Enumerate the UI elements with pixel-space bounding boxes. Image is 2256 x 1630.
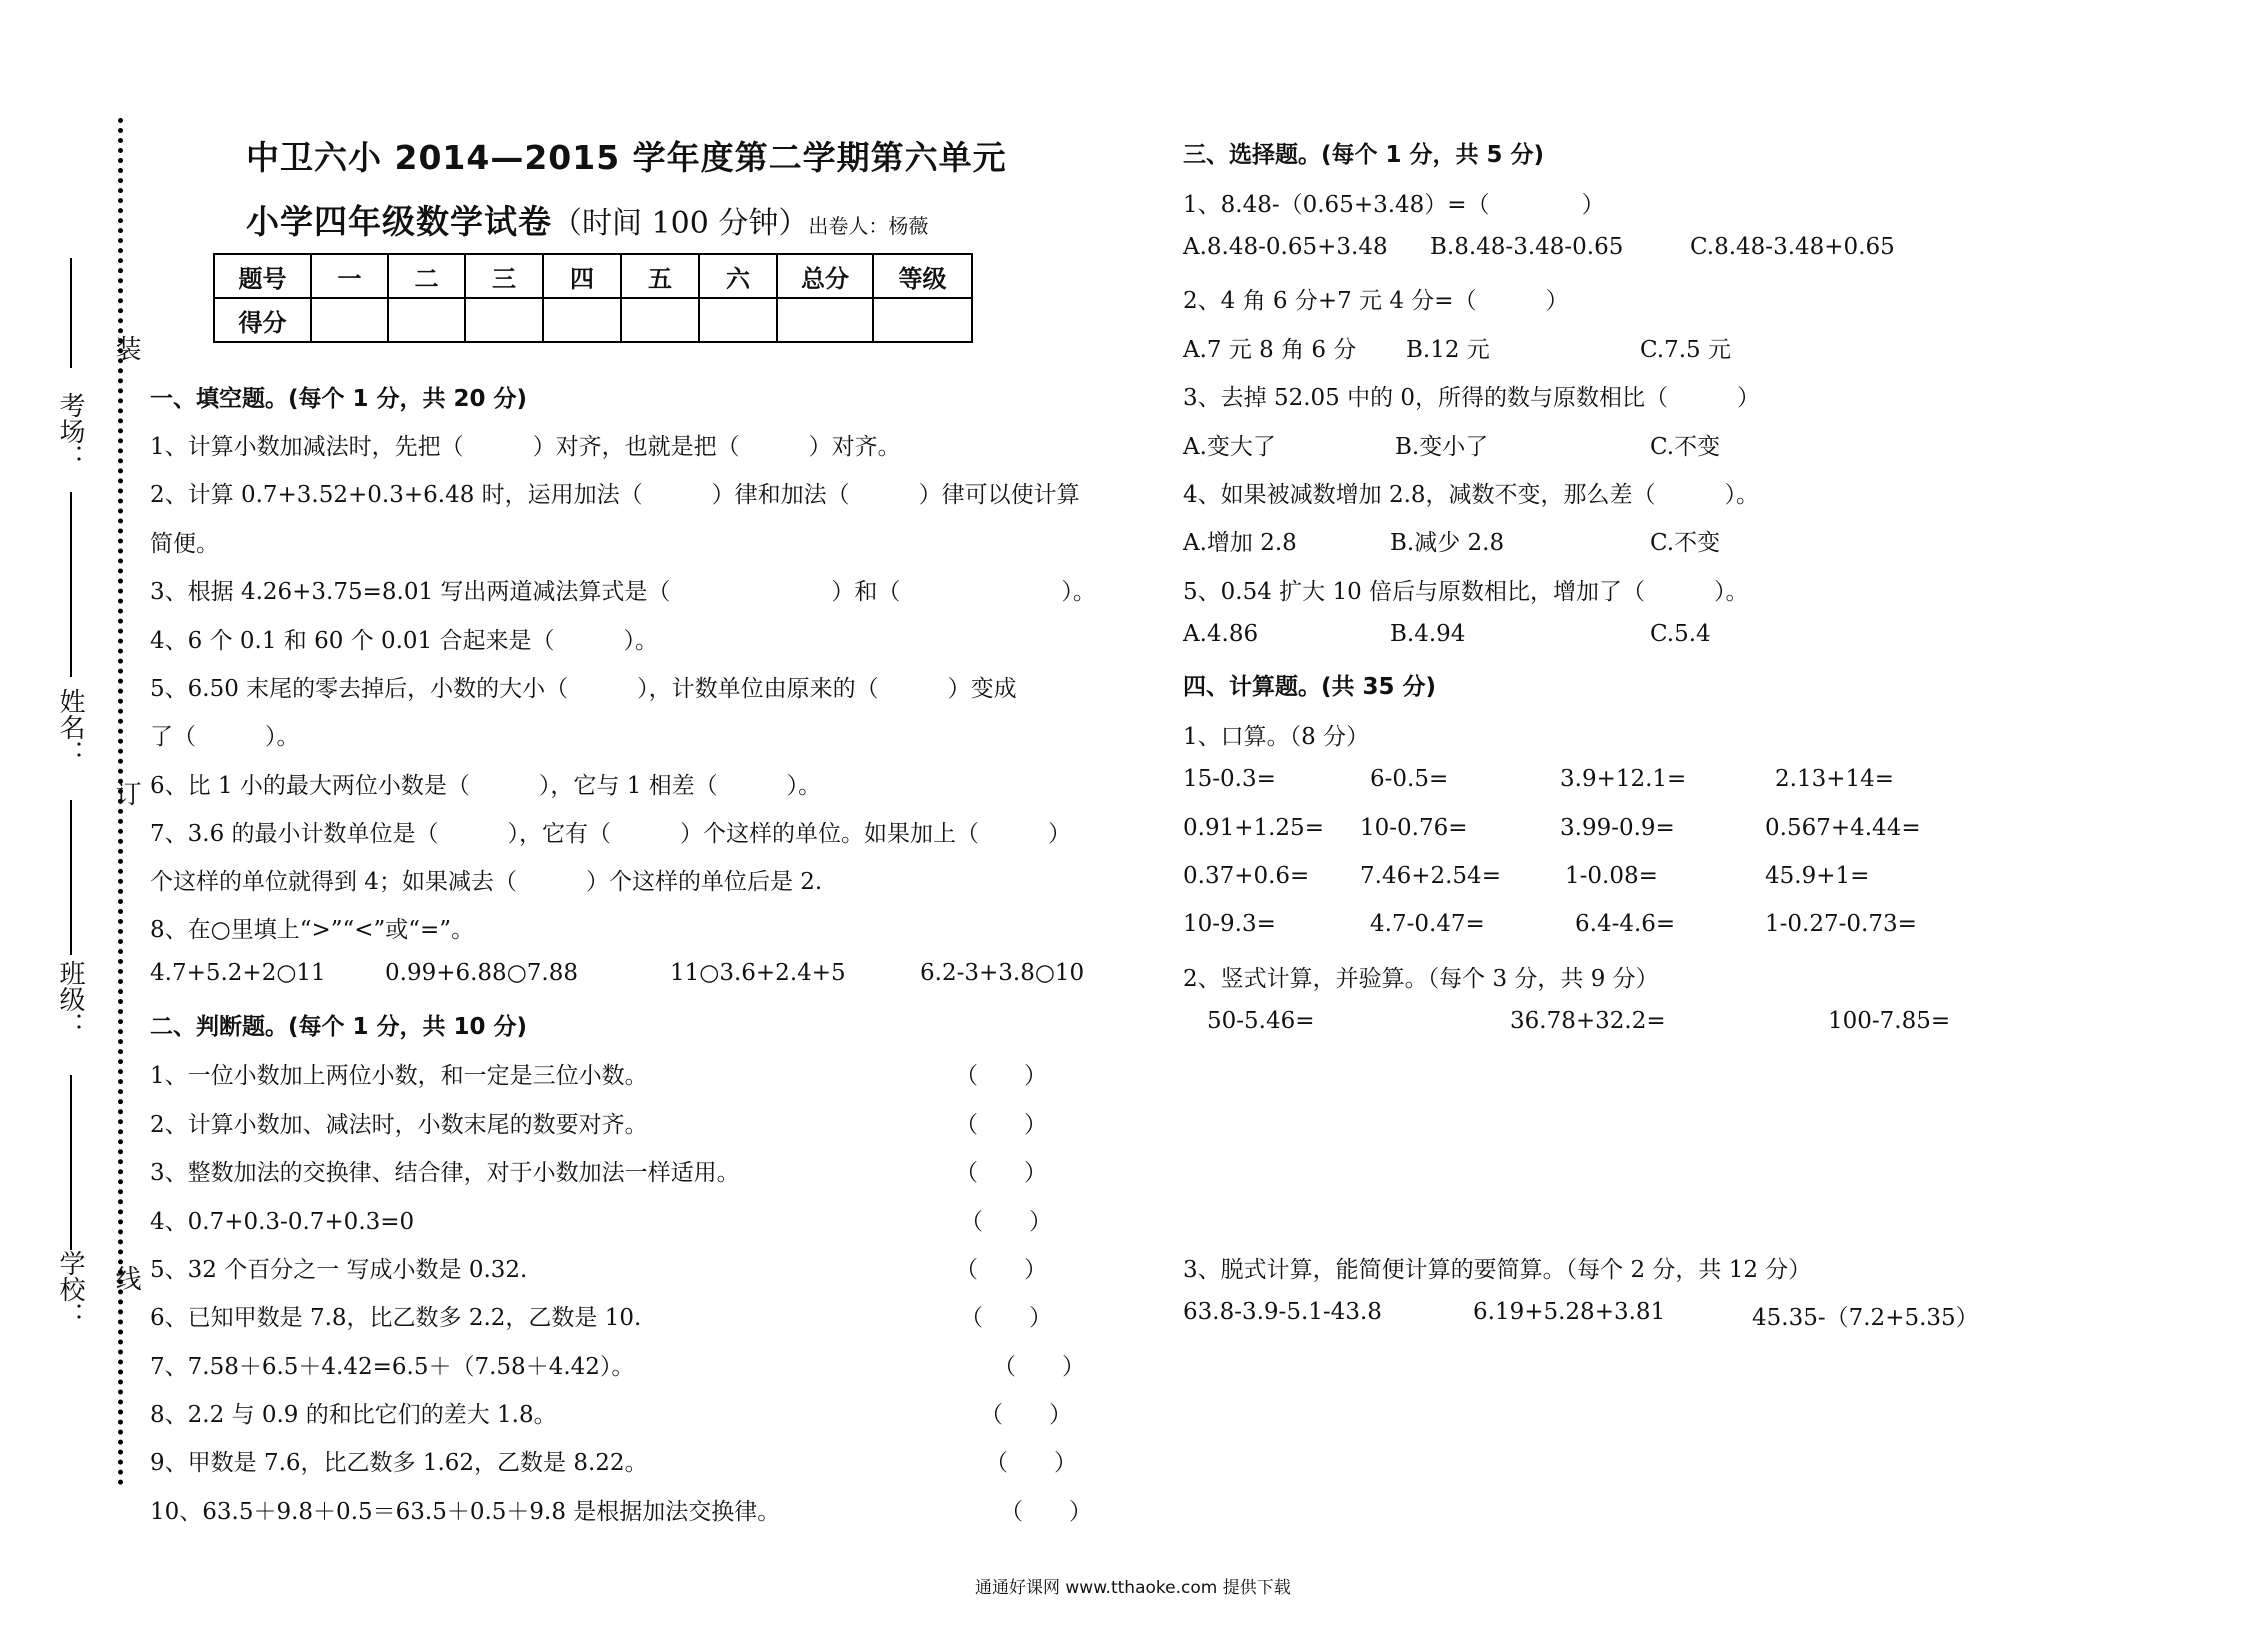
s1-line: 3、根据 4.26+3.75=8.01 写出两道减法算式是（ ）和（ ）。 [150, 579, 1096, 605]
score-cell: 题号 [214, 254, 311, 298]
vertical-item: 100-7.85= [1828, 1008, 1951, 1034]
judge-paren[interactable]: （ ） [955, 1112, 1047, 1138]
section3-title: 三、选择题。(每个 1 分，共 5 分) [1183, 142, 1545, 168]
judge-item: 8、2.2 与 0.9 的和比它们的差大 1.8。 [150, 1402, 557, 1428]
score-table-header-row [214, 254, 972, 298]
oral-item: 6-0.5= [1370, 766, 1449, 792]
footer-credit: 通通好课网 www.tthaoke.com 提供下载 [975, 1578, 1291, 1598]
score-cell: 四 [543, 254, 621, 298]
vertical-item: 36.78+32.2= [1510, 1008, 1666, 1034]
score-cell: 二 [388, 254, 465, 298]
judge-item: 7、7.58＋6.5＋4.42=6.5＋（7.58＋4.42）。 [150, 1354, 635, 1380]
s1-line: 5、6.50 末尾的零去掉后，小数的大小（ ），计数单位由原来的（ ）变成 [150, 676, 1017, 702]
score-input-cell[interactable] [388, 298, 465, 342]
oral-item: 7.46+2.54= [1360, 863, 1501, 889]
score-table-score-row [214, 298, 972, 342]
margin-line-3 [70, 800, 72, 955]
choice-option: B.减少 2.8 [1390, 530, 1505, 556]
oral-item: 10-9.3= [1183, 911, 1276, 937]
subtitle-time: （时间 100 分钟） [552, 206, 809, 241]
oral-item: 10-0.76= [1360, 815, 1468, 841]
oral-item: 1-0.27-0.73= [1765, 911, 1917, 937]
judge-item: 1、一位小数加上两位小数，和一定是三位小数。 [150, 1063, 648, 1089]
s1-line: 4、6 个 0.1 和 60 个 0.01 合起来是（ ）。 [150, 628, 658, 654]
score-input-cell[interactable] [465, 298, 543, 342]
judge-item: 3、整数加法的交换律、结合律，对于小数加法一样适用。 [150, 1160, 740, 1186]
score-input-cell[interactable] [873, 298, 972, 342]
score-cell: 五 [621, 254, 699, 298]
oral-calc-heading: 1、口算。（8 分） [1183, 724, 1370, 750]
margin-line-4 [70, 1075, 72, 1250]
score-input-cell[interactable] [621, 298, 699, 342]
vertical-calc-heading: 2、竖式计算，并验算。（每个 3 分，共 9 分） [1183, 966, 1659, 992]
class-label: 班级： [55, 960, 85, 1038]
compare-item: 6.2-3+3.8○10 [920, 960, 1085, 986]
judge-paren[interactable]: （ ） [993, 1354, 1085, 1380]
score-cell: 一 [311, 254, 388, 298]
s1-line: 7、3.6 的最小计数单位是（ ），它有（ ）个这样的单位。如果加上（ ） [150, 821, 1072, 847]
oral-item: 0.567+4.44= [1765, 815, 1921, 841]
bind-mark-xian: 线 [111, 1265, 141, 1291]
author: 出卷人：杨薇 [808, 214, 929, 238]
choice-option: C.5.4 [1650, 621, 1711, 647]
choice-question: 5、0.54 扩大 10 倍后与原数相比，增加了（ ）。 [1183, 579, 1749, 605]
oral-item: 45.9+1= [1765, 863, 1870, 889]
judge-paren[interactable]: （ ） [955, 1063, 1047, 1089]
judge-paren[interactable]: （ ） [960, 1209, 1052, 1235]
margin-line-2 [70, 492, 72, 677]
judge-item: 2、计算小数加、减法时，小数末尾的数要对齐。 [150, 1112, 648, 1138]
oral-item: 4.7-0.47= [1370, 911, 1485, 937]
s1-line: 了（ ）。 [150, 724, 300, 750]
score-input-cell[interactable] [699, 298, 777, 342]
stepwise-item: 63.8-3.9-5.1-43.8 [1183, 1299, 1382, 1325]
score-table [213, 253, 973, 343]
choice-question: 2、4 角 6 分+7 元 4 分=（ ） [1183, 288, 1569, 314]
judge-item: 6、已知甲数是 7.8，比乙数多 2.2，乙数是 10. [150, 1305, 642, 1331]
bind-mark-zhuang: 装 [111, 335, 141, 361]
judge-paren[interactable]: （ ） [955, 1257, 1047, 1283]
compare-item: 4.7+5.2+2○11 [150, 960, 326, 986]
exam-title: 中卫六小 2014—2015 学年度第二学期第六单元 [246, 138, 1007, 177]
choice-option: A.变大了 [1183, 434, 1276, 460]
s1-line: 2、计算 0.7+3.52+0.3+6.48 时，运用加法（ ）律和加法（ ）律可以使计算 [150, 482, 1080, 508]
judge-item: 5、32 个百分之一 写成小数是 0.32. [150, 1257, 528, 1283]
judge-paren[interactable]: （ ） [980, 1402, 1072, 1428]
choice-option: A.7 元 8 角 6 分 [1183, 337, 1357, 363]
score-input-cell[interactable] [311, 298, 388, 342]
judge-paren[interactable]: （ ） [985, 1450, 1077, 1476]
score-cell: 得分 [214, 298, 311, 342]
oral-item: 1-0.08= [1565, 863, 1658, 889]
judge-paren[interactable]: （ ） [955, 1160, 1047, 1186]
name-label: 姓名： [55, 688, 85, 766]
oral-item: 2.13+14= [1775, 766, 1895, 792]
oral-item: 3.9+12.1= [1560, 766, 1687, 792]
choice-option: C.不变 [1650, 530, 1721, 556]
choice-option: C.7.5 元 [1640, 337, 1731, 363]
choice-option: C.不变 [1650, 434, 1721, 460]
judge-item: 9、甲数是 7.6，比乙数多 1.62，乙数是 8.22。 [150, 1450, 648, 1476]
stepwise-item: 6.19+5.28+3.81 [1473, 1299, 1666, 1325]
compare-item: 11○3.6+2.4+5 [670, 960, 846, 986]
stepwise-item: 45.35-（7.2+5.35） [1752, 1305, 1979, 1331]
oral-item: 0.91+1.25= [1183, 815, 1324, 841]
school-label: 学校： [55, 1250, 85, 1328]
margin-line-1 [70, 258, 72, 368]
judge-paren[interactable]: （ ） [960, 1305, 1052, 1331]
score-cell: 六 [699, 254, 777, 298]
compare-item: 0.99+6.88○7.88 [385, 960, 578, 986]
score-cell: 等级 [873, 254, 972, 298]
vertical-item: 50-5.46= [1207, 1008, 1315, 1034]
choice-option: B.8.48-3.48-0.65 [1430, 234, 1624, 260]
section4-title: 四、计算题。(共 35 分) [1183, 674, 1437, 700]
judge-item: 4、0.7+0.3-0.7+0.3=0 [150, 1209, 415, 1235]
choice-option: A.4.86 [1183, 621, 1259, 647]
exam-subtitle [246, 196, 928, 243]
choice-question: 4、如果被减数增加 2.8，减数不变，那么差（ ）。 [1183, 482, 1760, 508]
score-input-cell[interactable] [777, 298, 873, 342]
choice-question: 1、8.48-（0.65+3.48）=（ ） [1183, 192, 1605, 218]
choice-option: A.增加 2.8 [1183, 530, 1297, 556]
bind-mark-ding: 订 [111, 780, 141, 806]
judge-item: 10、63.5＋9.8＋0.5＝63.5＋0.5＋9.8 是根据加法交换律。 [150, 1499, 781, 1525]
choice-option: B.4.94 [1390, 621, 1466, 647]
choice-option: A.8.48-0.65+3.48 [1183, 234, 1388, 260]
exam-room-label: 考场： [55, 392, 85, 470]
stepwise-calc-heading: 3、脱式计算，能简便计算的要简算。（每个 2 分，共 12 分） [1183, 1257, 1812, 1283]
s1-line: 1、计算小数加减法时，先把（ ）对齐，也就是把（ ）对齐。 [150, 434, 901, 460]
s1-line: 简便。 [150, 531, 219, 557]
s1-line: 个这样的单位就得到 4；如果减去（ ）个这样的单位后是 2. [150, 869, 823, 895]
section2-title: 二、判断题。(每个 1 分，共 10 分) [150, 1014, 528, 1040]
oral-item: 6.4-4.6= [1575, 911, 1676, 937]
oral-item: 3.99-0.9= [1560, 815, 1675, 841]
choice-option: B.12 元 [1406, 337, 1490, 363]
subtitle-bold: 小学四年级数学试卷 [246, 202, 552, 241]
choice-option: C.8.48-3.48+0.65 [1690, 234, 1895, 260]
s1-line: 6、比 1 小的最大两位小数是（ ），它与 1 相差（ ）。 [150, 773, 822, 799]
oral-item: 15-0.3= [1183, 766, 1276, 792]
score-input-cell[interactable] [543, 298, 621, 342]
choice-option: B.变小了 [1395, 434, 1489, 460]
section1-title: 一、填空题。(每个 1 分，共 20 分) [150, 386, 528, 412]
score-cell: 三 [465, 254, 543, 298]
oral-item: 0.37+0.6= [1183, 863, 1310, 889]
choice-question: 3、去掉 52.05 中的 0，所得的数与原数相比（ ） [1183, 385, 1761, 411]
s1-line: 8、在○里填上“>”“<”或“=”。 [150, 917, 475, 943]
judge-paren[interactable]: （ ） [1000, 1499, 1092, 1525]
score-cell: 总分 [777, 254, 873, 298]
